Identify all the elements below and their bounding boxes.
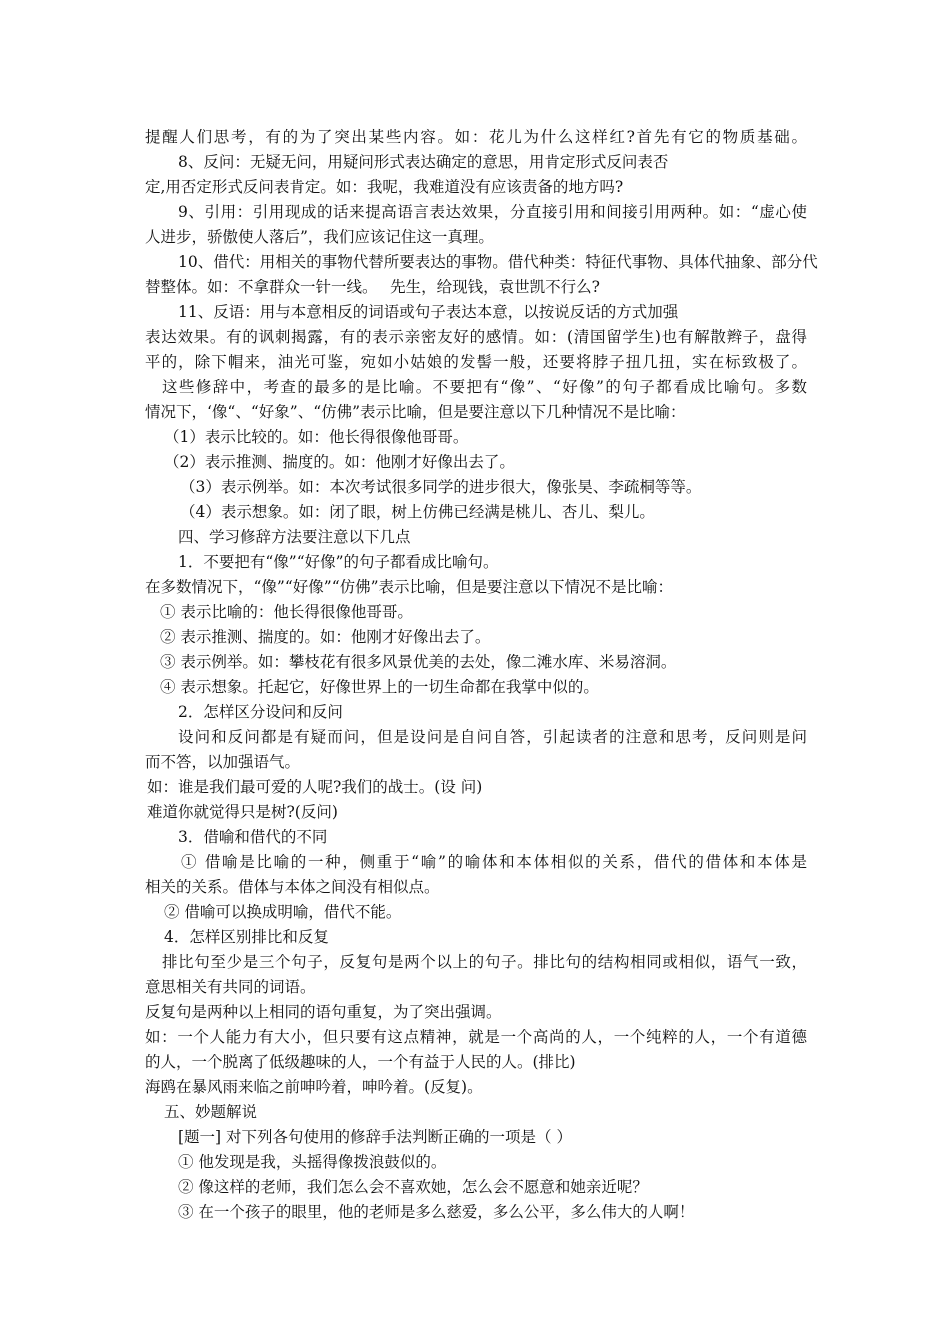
subsection-heading: 3．借喻和借代的不同 bbox=[178, 828, 328, 846]
text-line: 情况下，‘像“、“好象”、“仿佛”表示比喻，但是要注意以下几种情况不是比喻： bbox=[145, 403, 686, 421]
text-line: 替整体。如：不拿群众一针一线。 先生，给现钱，袁世凯不行么? bbox=[145, 278, 600, 296]
question-option: ① 他发现是我，头摇得像拨浪鼓似的。 bbox=[178, 1153, 447, 1171]
list-item: ① 表示比喻的：他长得很像他哥哥。 bbox=[160, 603, 413, 621]
text-line: 如：一个人能力有大小，但只要有这点精神，就是一个高尚的人，一个纯粹的人，一个有道德 bbox=[145, 1028, 807, 1046]
text-line: 的人，一个脱离了低级趣味的人，一个有益于人民的人。(排比) bbox=[145, 1053, 576, 1071]
text-line: 这些修辞中，考查的最多的是比喻。不要把有“像”、“好像”的句子都看成比喻句。多数 bbox=[162, 378, 807, 396]
text-line: （4）表示想象。如：闭了眼，树上仿佛已经满是桃儿、杏儿、梨儿。 bbox=[180, 503, 655, 521]
text-line: 10、借代：用相关的事物代替所要表达的事物。借代种类：特征代事物、具体代抽象、部分代 bbox=[178, 253, 818, 271]
subsection-heading: 4．怎样区别排比和反复 bbox=[164, 928, 329, 946]
text-line: 如：谁是我们最可爱的人呢?我们的战士。(设 问) bbox=[147, 778, 483, 796]
list-item: ② 借喻可以换成明喻，借代不能。 bbox=[164, 903, 402, 921]
text-line: （2）表示推测、揣度的。如：他刚才好像出去了。 bbox=[164, 453, 515, 471]
question-option: ③ 在一个孩子的眼里，他的老师是多么慈爱，多么公平，多么伟大的人啊！ bbox=[178, 1203, 695, 1221]
text-line: 11、反语：用与本意相反的词语或句子表达本意，以按说反话的方式加强 bbox=[178, 303, 679, 321]
text-line: 设问和反问都是有疑而问，但是设问是自问自答，引起读者的注意和思考，反问则是问 bbox=[178, 728, 807, 746]
text-line: 定,用否定形式反问表肯定。如：我呢，我难道没有应该责备的地方吗? bbox=[145, 178, 624, 196]
section-heading: 四、学习修辞方法要注意以下几点 bbox=[178, 528, 411, 546]
text-line: 反复句是两种以上相同的语句重复，为了突出强调。 bbox=[145, 1003, 502, 1021]
list-item: ① 借喻是比喻的一种，侧重于“喻”的喻体和本体相似的关系，借代的借体和本体是 bbox=[181, 853, 807, 871]
section-heading: 五、妙题解说 bbox=[164, 1103, 258, 1121]
text-line: 而不答，以加强语气。 bbox=[145, 753, 301, 771]
subsection-heading: 2．怎样区分设问和反问 bbox=[178, 703, 343, 721]
question-stem: [题一] 对下列各句使用的修辞手法判断正确的一项是（ ） bbox=[178, 1128, 572, 1146]
question-option: ② 像这样的老师，我们怎么会不喜欢她，怎么会不愿意和她亲近呢？ bbox=[178, 1178, 648, 1196]
text-line: （3）表示例举。如：本次考试很多同学的进步很大，像张昊、李疏桐等等。 bbox=[180, 478, 702, 496]
text-line: （1）表示比较的。如：他长得很像他哥哥。 bbox=[164, 428, 469, 446]
text-line: 排比句至少是三个句子，反复句是两个以上的句子。排比句的结构相同或相似，语气一致， bbox=[162, 953, 807, 971]
text-line: 8、反问：无疑无问，用疑问形式表达确定的意思，用肯定形式反问表否 bbox=[178, 153, 669, 171]
list-item: ② 表示推测、揣度的。如：他刚才好像出去了。 bbox=[160, 628, 491, 646]
text-line: 意思相关有共同的词语。 bbox=[145, 978, 316, 996]
text-line: 表达效果。有的讽刺揭露，有的表示亲密友好的感情。如：(清国留学生)也有解散辫子，盘得 bbox=[145, 328, 807, 346]
list-item: ④ 表示想象。托起它，好像世界上的一切生命都在我掌中似的。 bbox=[160, 678, 599, 696]
text-line: 9、引用：引用现成的话来提高语言表达效果，分直接引用和间接引用两种。如：“虚心使 bbox=[178, 203, 807, 221]
text-line: 提醒人们思考，有的为了突出某些内容。如：花儿为什么这样红?首先有它的物质基础。 bbox=[145, 128, 807, 146]
text-line: 海鸥在暴风雨来临之前呻吟着，呻吟着。(反复)。 bbox=[145, 1078, 483, 1096]
text-line: 在多数情况下，“像”“好像”“仿佛”表示比喻，但是要注意以下情况不是比喻： bbox=[145, 578, 674, 596]
text-line: 人进步，骄傲使人落后”，我们应该记住这一真理。 bbox=[145, 228, 494, 246]
subsection-heading: 1．不要把有“像”“好像”的句子都看成比喻句。 bbox=[178, 553, 499, 571]
text-line: 平的，除下帽来，油光可鉴，宛如小姑娘的发髻一般，还要将脖子扭几扭，实在标致极了。 bbox=[145, 353, 807, 371]
list-item: ③ 表示例举。如：攀枝花有很多风景优美的去处，像二滩水库、米易溶洞。 bbox=[160, 653, 677, 671]
text-line: 难道你就觉得只是树?(反问) bbox=[147, 803, 338, 821]
text-line: 相关的关系。借体与本体之间没有相似点。 bbox=[145, 878, 440, 896]
